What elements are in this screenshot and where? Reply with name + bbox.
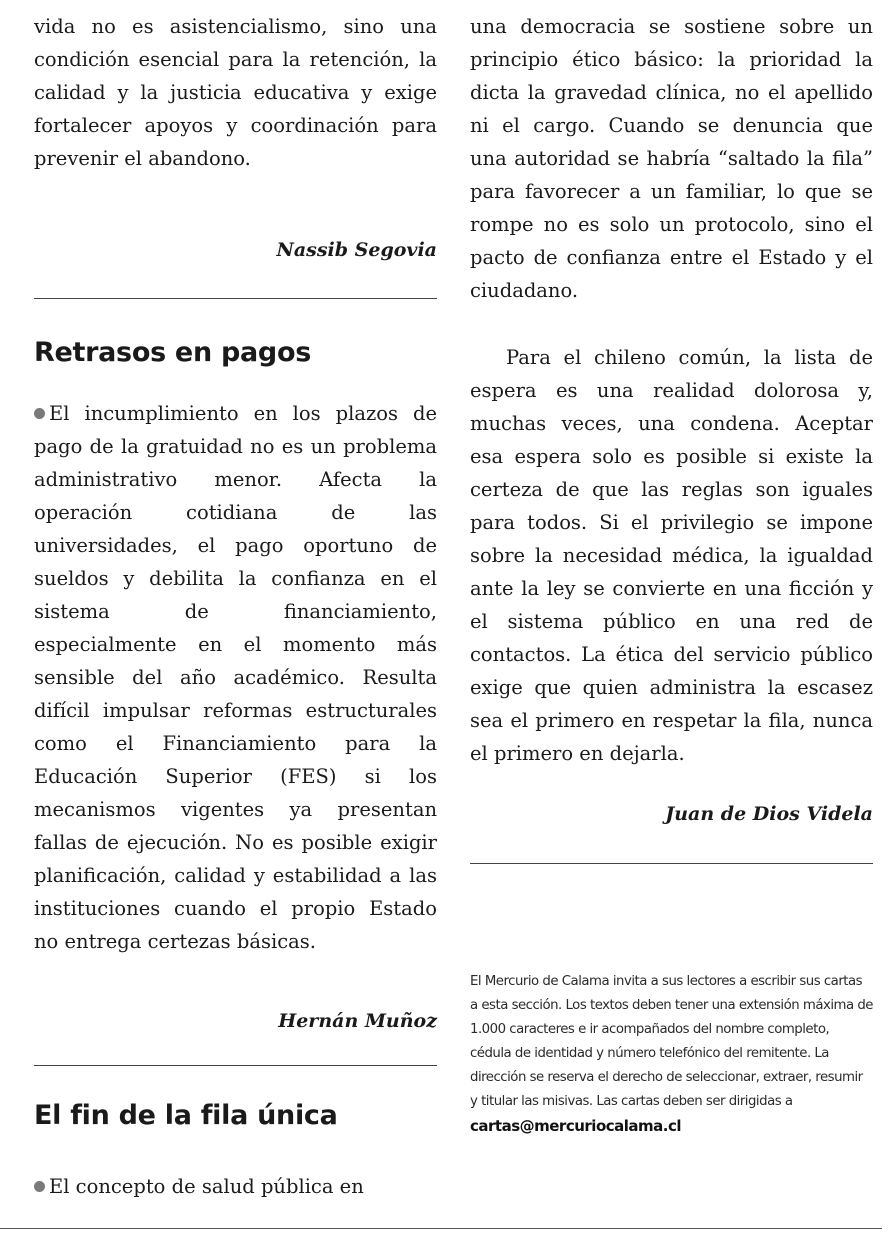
letter-3-signature: Juan de Dios Videla — [665, 803, 873, 825]
letter-3-headline: El fin de la fila única — [34, 1100, 338, 1131]
page-bottom-rule — [0, 1228, 882, 1229]
right-column — [470, 0, 873, 1236]
letters-info-box — [470, 970, 873, 1138]
letter-2-headline: Retrasos en pagos — [34, 337, 311, 368]
letter-3-paragraph-1: una democracia se sostiene sobre un principio ético básico: la prioridad la dicta la gravedad clínica, no el apellido ni el cargo. Cuando se denuncia que una autoridad se habría “saltado la fila” para favorecer a un familiar, lo que se rompe no es solo un protocolo, sino el pacto de confianza entre el Estado y el ciudadano. — [470, 15, 873, 302]
divider — [34, 1065, 437, 1066]
bullet-icon — [34, 1181, 45, 1192]
letters-email: cartas@mercuriocalama.cl — [470, 1117, 682, 1135]
letter-3-body-start: El concepto de salud pública en — [34, 1170, 437, 1203]
letter-1-signature: Nassib Segovia — [276, 239, 437, 261]
letters-info-text: El Mercurio de Calama invita a sus lectores a escribir sus cartas a esta sección. Los textos deben tener una extensión máxima de 1.000 caracteres e ir acompañados del nombre completo, cédula de identidad y número telefónico del remitente. La dirección se reserva el derecho de seleccionar, extraer, resumir y titular las misivas. Las cartas deben ser dirigidas a — [470, 974, 873, 1109]
letter-1-body: vida no es asistencialismo, sino una condición esencial para la retención, la calidad y la justicia educativa y exige fortalecer apoyos y coordinación para prevenir el abandono. — [34, 15, 437, 170]
divider — [470, 863, 873, 864]
divider — [34, 298, 437, 299]
left-column — [34, 0, 437, 1236]
letter-2-signature: Hernán Muñoz — [278, 1010, 437, 1032]
letter-2-body: El incumplimiento en los plazos de pago de la gratuidad no es un problema administrativo menor. Afecta la operación cotidiana de las universidades, el pago oportuno de sueldos y debilita la confianza en el sistema de financiamiento, especialmente en el momento más sensible del año académico. Resulta difícil impulsar reformas estructurales como el Financiamiento para la Educación Superior (FES) si los mecanismos vigentes ya presentan fallas de ejecución. No es posible exigir planificación, calidad y estabilidad a las instituciones cuando el propio Estado no entrega certezas básicas. — [34, 402, 437, 953]
bullet-icon — [34, 408, 45, 419]
letter-3-paragraph-2: Para el chileno común, la lista de espera es una realidad dolorosa y, muchas veces, una condena. Aceptar esa espera solo es posible si existe la certeza de que las reglas son iguales para todos. Si el privilegio se impone sobre la necesidad médica, la igualdad ante la ley se convierte en una ficción y el sistema público en una red de contactos. La ética del servicio público exige que quien administra la escasez sea el primero en respetar la fila, nunca el primero en dejarla. — [470, 346, 873, 765]
